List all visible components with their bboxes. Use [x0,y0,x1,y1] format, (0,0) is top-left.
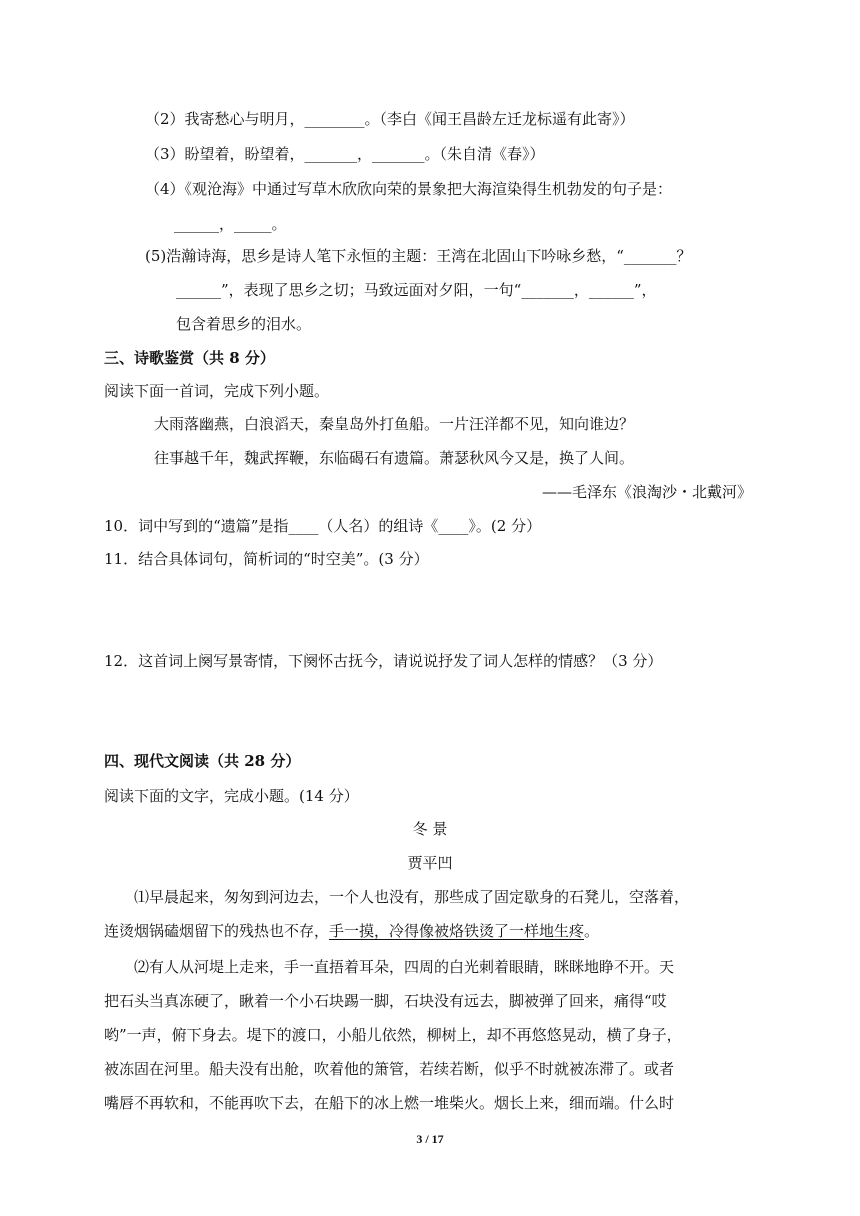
section-3-intro: 阅读下面一首词，完成下列小题。 [104,382,330,400]
question-item-5: (5)浩瀚诗海，思乡是诗人笔下永恒的主题：王湾在北固山下吟咏乡愁，“_______？ [145,247,692,265]
question-item-5-line3: 包含着思乡的泪水。 [176,315,312,333]
paragraph-1-line-1: ⑴早晨起来，匆匆到河边去，一个人也没有，那些成了固定歇身的石凳儿，空落着， [134,888,690,906]
section-4-intro: 阅读下面的文字，完成小题。(14 分） [104,787,359,805]
page-number: 3 / 17 [416,1132,444,1146]
question-12: 12．这首词上阕写景寄情，下阕怀古抚今，请说说抒发了词人怎样的情感？（3 分） [104,652,663,670]
article-author: 贾平凹 [407,854,453,872]
poem-line-1: 大雨落幽燕，白浪滔天，秦皇岛外打鱼船。一片汪洋都不见，知向谁边？ [154,415,635,433]
paragraph-2-line-4: 被冻固在河里。船夫没有出舱，吹着他的箫管，若续若断，似乎不时就被冻滞了。或者 [104,1060,675,1078]
paragraph-1-end: 。 [584,922,600,940]
question-item-3: （3）盼望着，盼望着，_______，_______。（朱自清《春》） [145,145,545,163]
question-item-4-blanks: ______，_____。 [174,215,287,233]
paragraph-1-line-2 [104,920,599,942]
question-11: 11．结合具体词句，简析词的“时空美”。(3 分） [104,550,429,568]
article-title: 冬 景 [412,820,448,838]
section-4-heading: 四、现代文阅读（共 28 分） [104,752,301,770]
paragraph-2-line-3: 哟”一声，俯下身去。堤下的渡口，小船儿依然，柳树上，却不再悠悠晃动，横了身子， [104,1026,682,1044]
paragraph-2-line-5: 嘴唇不再软和，不能再吹下去，在船下的冰上燃一堆柴火。烟长上来，细而端。什么时 [104,1094,675,1112]
paragraph-2-line-2: 把石头当真冻硬了，瞅着一个小石块踢一脚，石块没有远去，脚被弹了回来，痛得“哎 [104,992,667,1010]
paragraph-1-text: 连烫烟锅磕烟留下的残热也不存， [104,922,330,940]
question-item-4: （4）《观沧海》中通过写草木欣欣向荣的景象把大海渲染得生机勃发的句子是： [145,180,673,198]
question-10: 10．词中写到的“遗篇”是指____（人名）的组诗《____》。(2 分） [104,517,542,535]
question-item-5-line2: ______”，表现了思乡之切；马致远面对夕阳，一句“_______，______”， [176,281,657,299]
section-3-heading: 三、诗歌鉴赏（共 8 分） [104,349,275,367]
question-item-2: （2）我寄愁心与明月，________。（李白《闻王昌龄左迁龙标遥有此寄》） [145,110,635,128]
underlined-sentence: 手一摸，冷得像被烙铁烫了一样地生疼 [329,922,585,940]
poem-attribution: ——毛泽东《浪淘沙・北戴河》 [541,483,752,501]
paragraph-2-line-1: ⑵有人从河堤上走来，手一直捂着耳朵，四周的白光刺着眼睛，眯眯地睁不开。天 [134,958,675,976]
poem-line-2: 往事越千年，魏武挥鞭，东临碣石有遗篇。萧瑟秋风今又是，换了人间。 [154,449,635,467]
